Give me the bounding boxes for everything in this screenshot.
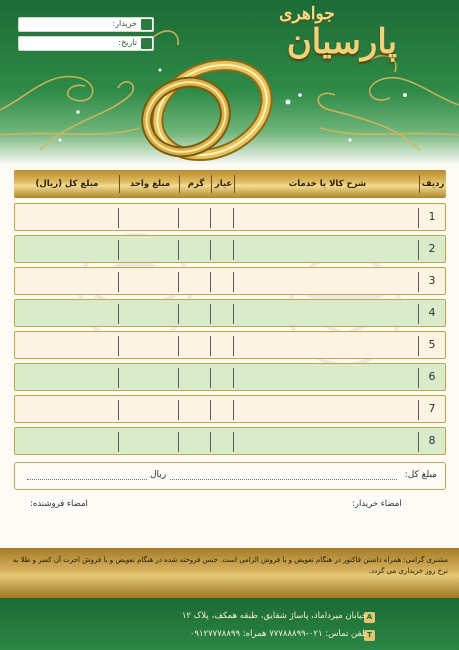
cell-divider [178,432,179,452]
row-number: 2 [428,242,436,255]
customer-notice: مشتری گرامی: همراه داشتن فاکتور در هنگام تعویض و یا فروش الزامی است. جنس فروخته شده در هنگام تعویض و یا فروش اجرت آن کسر و طلا به نرخ روز خریداری می گردد. [12,556,448,575]
rings-illustration [137,48,282,165]
cell-divider [178,400,179,420]
cell-divider [178,304,179,324]
seller-signature-label: امضاء فروشنده: [30,499,88,509]
total-dotted-line [27,479,397,480]
currency-label: ریال [147,470,169,480]
total-label: مبلغ کل: [404,470,437,480]
buyer-field[interactable] [18,17,154,32]
cell-divider [118,304,119,324]
total-amount-field[interactable] [14,462,446,490]
cell-divider [233,240,234,260]
row-number: 7 [428,402,436,415]
phone-text: تلفن تماس: ۰۲۱-۷۷۷۸۸۸۹۹ همراه: ۰۹۱۲۷۷۷۸۸۹۹ [189,629,367,639]
row-number: 1 [428,210,436,223]
address-icon: A [364,612,375,623]
cell-divider [233,304,234,324]
cell-divider [210,272,211,292]
cell-divider [210,432,211,452]
cell-divider [178,240,179,260]
cell-divider [210,400,211,420]
cell-divider [178,272,179,292]
cell-divider [210,304,211,324]
cell-divider [118,432,119,452]
table-row[interactable] [14,427,446,455]
row-number: 3 [428,274,436,287]
row-number: 5 [428,338,436,351]
table-row[interactable] [14,395,446,423]
calendar-icon [141,38,152,49]
cell-divider [178,336,179,356]
header-banner [0,0,459,165]
table-row[interactable] [14,203,446,231]
cell-divider [233,336,234,356]
table-row[interactable] [14,363,446,391]
cell-divider [233,272,234,292]
header-gram: گرم [187,179,205,189]
table-row[interactable] [14,235,446,263]
header-row-number: ردیف [421,179,445,189]
header-description: شرح کالا یا خدمات [288,179,367,189]
cell-divider [210,336,211,356]
cell-divider [233,400,234,420]
buyer-label: خریدار: [112,19,137,28]
brand-subtitle: جواهری [279,4,335,24]
table-row[interactable] [14,331,446,359]
table-header [14,170,446,198]
table-row[interactable] [14,267,446,295]
cell-divider [233,368,234,388]
cell-divider [118,368,119,388]
header-karat: عیار [214,179,233,189]
date-field[interactable] [18,36,154,51]
cell-divider [210,368,211,388]
cell-divider [118,400,119,420]
cell-divider [118,240,119,260]
phone-icon: T [364,630,375,641]
cell-divider [118,336,119,356]
address-text: خیابان میرداماد، پاساژ شقایق، طبقه همکف، پلاک ۱۲ [181,611,367,621]
cell-divider [178,368,179,388]
cell-divider [118,208,119,228]
cell-divider [233,432,234,452]
cell-divider [233,208,234,228]
user-icon [141,19,152,30]
header-unit-price: مبلغ واحد [129,179,171,189]
header-total: مبلغ کل (ریال) [35,179,99,189]
row-number: 8 [428,434,436,447]
cell-divider [210,240,211,260]
cell-divider [210,208,211,228]
brand-title: پارسیان [286,22,398,62]
cell-divider [178,208,179,228]
buyer-signature-label: امضاء خریدار: [352,499,402,509]
cell-divider [118,272,119,292]
table-row[interactable] [14,299,446,327]
row-number: 4 [428,306,436,319]
row-number: 6 [428,370,436,383]
date-label: تاریخ: [118,38,137,47]
